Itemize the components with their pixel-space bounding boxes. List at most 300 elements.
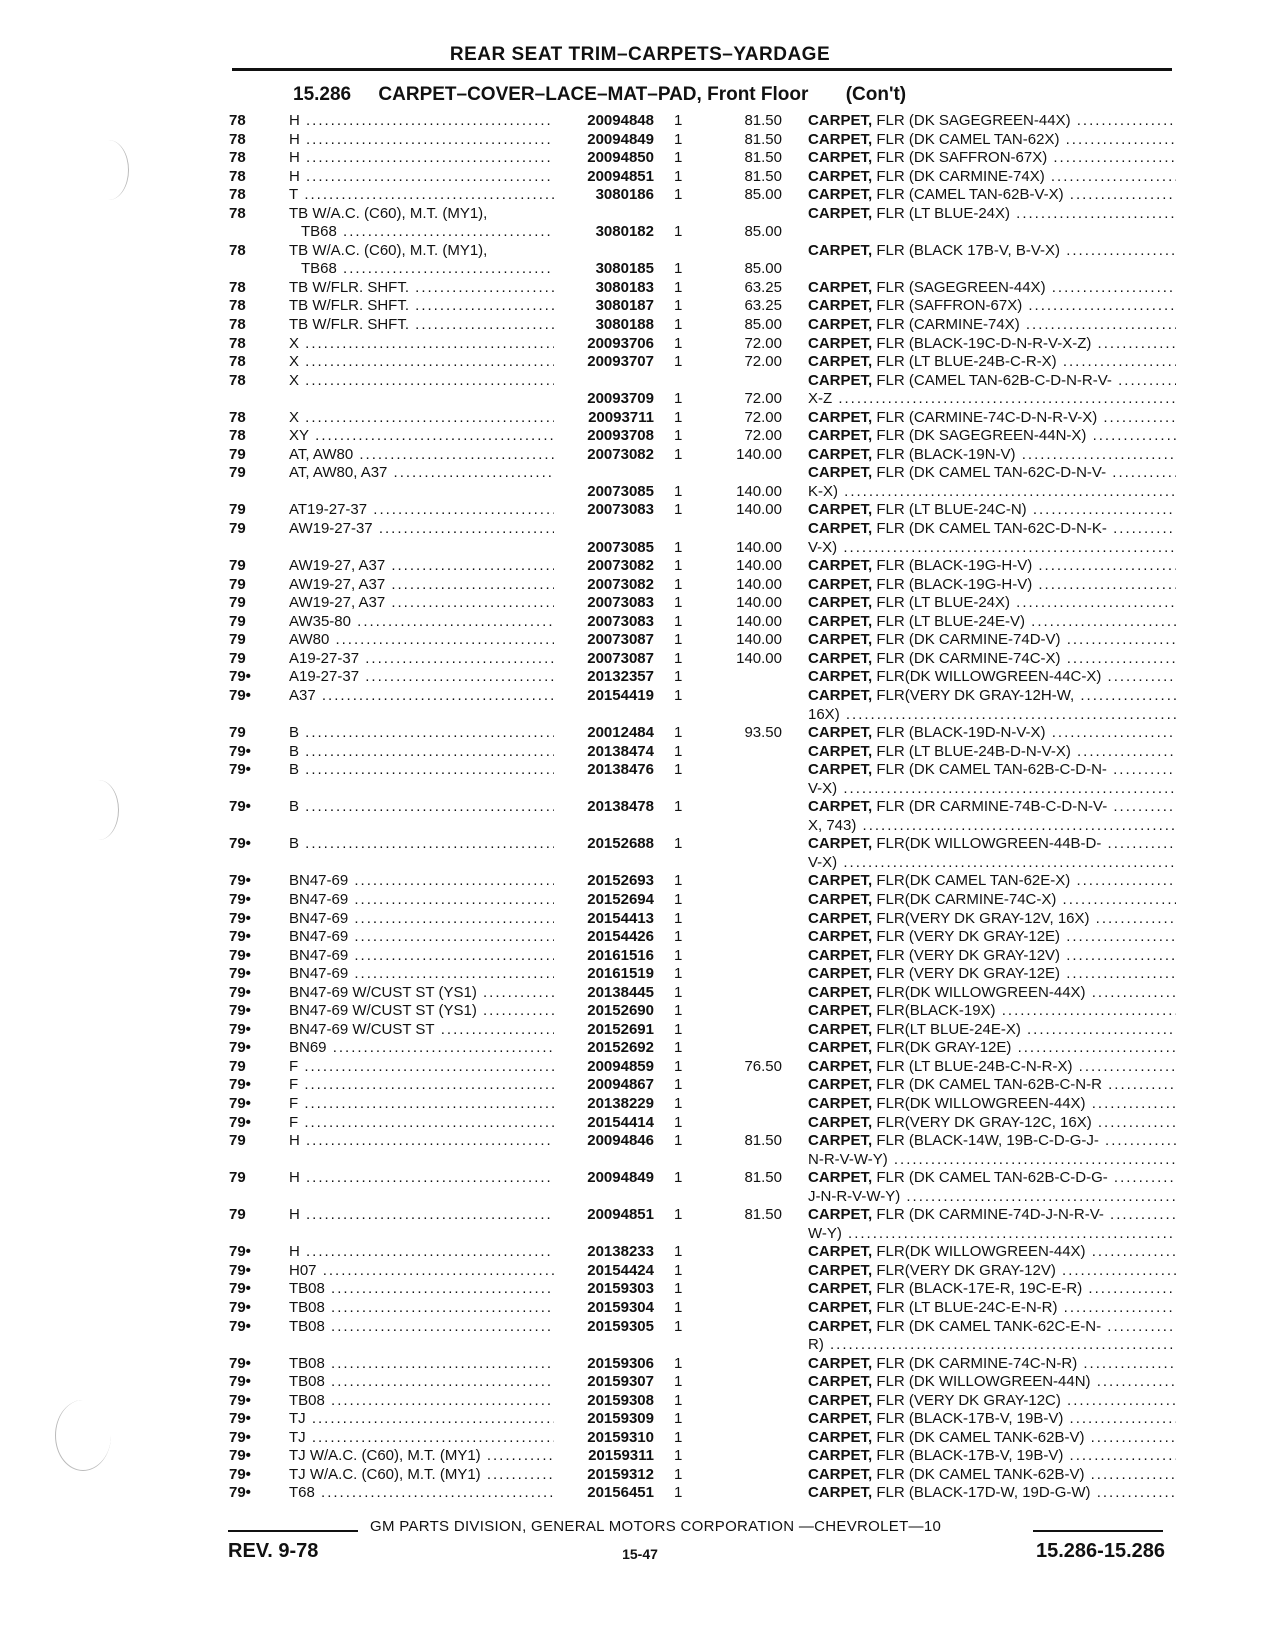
model-description (289, 1447, 554, 1466)
section-number: 15.286 (293, 84, 352, 105)
price: 140.00 (736, 575, 782, 593)
part-name-keyword: CARPET, (808, 798, 873, 816)
footer-rule (1033, 1530, 1163, 1532)
part-name-keyword: CARPET, (808, 112, 873, 129)
group-number: 78 (229, 371, 246, 389)
quantity: 1 (674, 1465, 683, 1483)
model-description (289, 112, 554, 131)
part-name (808, 1169, 1176, 1206)
table-row (0, 1262, 1280, 1281)
group-number: 79• (229, 1261, 251, 1279)
part-name-line: CARPET, FLR (DK CARMINE-74D-J-N-R-V- ..... (808, 1206, 1176, 1225)
group-number: 79• (229, 1354, 251, 1372)
part-name (808, 1484, 1176, 1503)
part-name-keyword: CARPET, (808, 297, 873, 315)
part-name-line: CARPET, FLR (BLACK-17E-R, 19C-E-R) ..... (808, 1280, 1176, 1299)
group-number: 79• (229, 742, 251, 760)
part-name-line: W-Y) ..... (808, 1225, 1176, 1244)
model-description (289, 650, 554, 669)
group-number: 79• (229, 1447, 251, 1465)
group-number: 79 (229, 575, 246, 593)
part-name (808, 891, 1176, 910)
part-name-keyword: CARPET, (808, 631, 873, 649)
quantity: 1 (674, 334, 683, 352)
part-name-line: V-X) ..... (808, 539, 1176, 558)
section-title: CARPET–COVER–LACE–MAT–PAD, Front Floor (378, 84, 809, 105)
model-description-line: TB08 ..... (289, 1355, 554, 1374)
model-description (289, 372, 554, 391)
part-name (808, 1039, 1176, 1058)
part-name (808, 1280, 1176, 1299)
price: 81.50 (744, 167, 782, 185)
part-name-line: CARPET, FLR(VERY DK GRAY-12H-W, ..... (808, 687, 1176, 706)
group-number: 79• (229, 1465, 251, 1483)
part-number: 20073083 (587, 612, 654, 630)
part-name-keyword: CARPET, (808, 872, 873, 890)
quantity: 1 (674, 1020, 683, 1038)
quantity: 1 (674, 1447, 683, 1465)
part-name-keyword: CARPET, (808, 557, 873, 575)
price: 63.25 (744, 278, 782, 296)
group-number: 79 (229, 1057, 246, 1075)
table-row (0, 631, 1280, 650)
part-name-line: CARPET, FLR(DK CAMEL TAN-62E-X) ..... (808, 872, 1176, 891)
model-description (289, 1410, 554, 1429)
part-number: 20161516 (587, 946, 654, 964)
table-row (0, 501, 1280, 520)
part-name-keyword: CARPET, (808, 445, 873, 463)
model-description (289, 1318, 554, 1337)
section-range: 15.286-15.286 (1035, 1540, 1165, 1562)
group-number: 79• (229, 983, 251, 1001)
part-number: 20073082 (587, 575, 654, 593)
part-number: 3080186 (595, 186, 654, 204)
part-name-line: CARPET, FLR (BLACK-19G-H-V) ..... (808, 576, 1176, 595)
part-name (808, 1114, 1176, 1133)
model-description (289, 557, 554, 576)
part-name (808, 984, 1176, 1003)
part-number: 20073087 (587, 649, 654, 667)
part-name (808, 1002, 1176, 1021)
part-name (808, 631, 1176, 650)
part-name (808, 501, 1176, 520)
part-name-line: CARPET, FLR (BLACK-19N-V) ..... (808, 446, 1176, 465)
price: 140.00 (736, 631, 782, 649)
group-number: 79 (229, 724, 246, 742)
part-name-keyword: CARPET, (808, 1169, 873, 1187)
price: 72.00 (744, 390, 782, 408)
model-description (289, 446, 554, 465)
quantity: 1 (674, 1094, 683, 1112)
part-name (808, 1058, 1176, 1077)
price: 140.00 (736, 445, 782, 463)
part-number: 20159308 (587, 1391, 654, 1409)
part-name-line: CARPET, FLR(DK WILLOWGREEN-44X) ..... (808, 1095, 1176, 1114)
part-name-line: CARPET, FLR (BLACK-14W, 19B-C-D-G-J- ..... (808, 1132, 1176, 1151)
part-name-keyword: CARPET, (808, 1410, 873, 1428)
model-description (289, 242, 554, 279)
part-number: 20073083 (587, 594, 654, 612)
part-number: 20152694 (587, 890, 654, 908)
part-name-keyword: CARPET, (808, 946, 873, 964)
part-number: 20132357 (587, 668, 654, 686)
group-number: 79• (229, 798, 251, 816)
price: 81.50 (744, 1169, 782, 1187)
group-number: 78 (229, 167, 246, 185)
part-number: 20138445 (587, 983, 654, 1001)
group-number: 79• (229, 1410, 251, 1428)
quantity: 1 (674, 835, 683, 853)
part-name (808, 872, 1176, 891)
table-row (0, 928, 1280, 947)
part-name-line: CARPET, FLR (BLACK-17B-V, 19B-V) ..... (808, 1447, 1176, 1466)
model-description-line: H ..... (289, 112, 554, 131)
part-name-keyword: CARPET, (808, 241, 873, 259)
part-name-keyword: CARPET, (808, 835, 873, 853)
group-number: 79• (229, 835, 251, 853)
price: 81.50 (744, 130, 782, 148)
part-name-line: CARPET, FLR (DK WILLOWGREEN-44N) ..... (808, 1373, 1176, 1392)
price: 63.25 (744, 297, 782, 315)
model-description-line: BN47-69 ..... (289, 965, 554, 984)
part-name (808, 798, 1176, 835)
model-description-line: X ..... (289, 353, 554, 372)
part-number: 20094846 (587, 1132, 654, 1150)
part-name-line: CARPET, FLR (DK CARMINE-74X) ..... (808, 168, 1176, 187)
part-number: 20094851 (587, 167, 654, 185)
model-description (289, 965, 554, 984)
quantity: 1 (674, 1206, 683, 1224)
part-name (808, 965, 1176, 984)
quantity: 1 (674, 872, 683, 890)
part-name-keyword: CARPET, (808, 724, 873, 742)
part-name-line: CARPET, FLR (SAFFRON-67X) ..... (808, 297, 1176, 316)
part-number: 20154414 (587, 1113, 654, 1131)
part-name-keyword: CARPET, (808, 1057, 873, 1075)
group-number: 78 (229, 334, 246, 352)
part-number: 20159303 (587, 1280, 654, 1298)
group-number: 79• (229, 1299, 251, 1316)
model-description-line: AW19-27, A37 ..... (289, 557, 554, 576)
model-description (289, 409, 554, 428)
group-number: 79• (229, 1113, 251, 1131)
part-name-line: CARPET, FLR (CAMEL TAN-62B-C-D-N-R-V- ..... (808, 372, 1176, 391)
model-description-line: BN47-69 ..... (289, 928, 554, 947)
model-description (289, 316, 554, 335)
model-description (289, 1355, 554, 1374)
model-description-line: F ..... (289, 1095, 554, 1114)
part-number: 20159306 (587, 1354, 654, 1372)
table-row (0, 353, 1280, 372)
price: 85.00 (744, 316, 782, 334)
model-description (289, 1132, 554, 1151)
quantity: 1 (674, 1280, 683, 1298)
quantity: 1 (674, 631, 683, 649)
page-title: REAR SEAT TRIM–CARPETS–YARDAGE (449, 44, 831, 65)
price: 72.00 (744, 353, 782, 371)
part-name (808, 1206, 1176, 1243)
table-row (0, 242, 1280, 279)
part-name-line: CARPET, FLR(DK GRAY-12E) ..... (808, 1039, 1176, 1058)
table-row (0, 761, 1280, 798)
quantity: 1 (674, 260, 683, 278)
model-description-line: H ..... (289, 1243, 554, 1262)
part-name-keyword: CARPET, (808, 186, 873, 204)
part-name (808, 947, 1176, 966)
quantity: 1 (674, 1317, 683, 1335)
model-description (289, 168, 554, 187)
quantity: 1 (674, 798, 683, 816)
model-description-line: XY ..... (289, 427, 554, 446)
model-description (289, 1058, 554, 1077)
table-row (0, 594, 1280, 613)
part-name-keyword: CARPET, (808, 1354, 873, 1372)
model-description (289, 687, 554, 706)
model-description-line: BN47-69 W/CUST ST (YS1) ..... (289, 984, 554, 1003)
part-name (808, 1243, 1176, 1262)
table-row (0, 1447, 1280, 1466)
model-description (289, 1076, 554, 1095)
quantity: 1 (674, 686, 683, 704)
model-description-line: A19-27-37 ..... (289, 650, 554, 669)
part-name-keyword: CARPET, (808, 167, 873, 185)
group-number: 79• (229, 761, 251, 779)
model-description-line: AW35-80 ..... (289, 613, 554, 632)
parts-list (0, 112, 1280, 1503)
model-description-line: TB W/A.C. (C60), M.T. (MY1), (289, 204, 488, 222)
part-number: 20094849 (587, 1169, 654, 1187)
model-description (289, 1373, 554, 1392)
footer-publisher: GM PARTS DIVISION, GENERAL MOTORS CORPORATION —CHEVROLET—10 (370, 1518, 942, 1535)
model-description-line: AW19-27, A37 ..... (289, 576, 554, 595)
model-description-line: BN47-69 ..... (289, 872, 554, 891)
model-description (289, 928, 554, 947)
part-name-keyword: CARPET, (808, 1391, 873, 1409)
part-name-keyword: CARPET, (808, 427, 873, 445)
table-row (0, 520, 1280, 557)
part-name-line: CARPET, FLR (DK CAMEL TAN-62B-C-D-N- ..... (808, 761, 1176, 780)
table-row (0, 1466, 1280, 1485)
part-name-line: CARPET, FLR(DK CARMINE-74C-X) ..... (808, 891, 1176, 910)
group-number: 79 (229, 631, 246, 649)
quantity: 1 (674, 1057, 683, 1075)
part-name-line: CARPET, FLR (LT BLUE-24X) ..... (808, 594, 1176, 613)
part-name-keyword: CARPET, (808, 612, 873, 630)
table-row (0, 1355, 1280, 1374)
part-number: 20138233 (587, 1243, 654, 1261)
part-number: 20152691 (587, 1020, 654, 1038)
model-description (289, 335, 554, 354)
model-description (289, 743, 554, 762)
part-name-keyword: CARPET, (808, 316, 873, 334)
part-name (808, 112, 1176, 131)
part-number: 20094848 (587, 112, 654, 129)
part-name-line: CARPET, FLR (LT BLUE-24B-C-N-R-X) ..... (808, 1058, 1176, 1077)
table-row (0, 1299, 1280, 1318)
part-name (808, 446, 1176, 465)
part-number: 20073083 (587, 501, 654, 519)
part-name-keyword: CARPET, (808, 668, 873, 686)
part-name-keyword: CARPET, (808, 464, 873, 482)
model-description (289, 594, 554, 613)
part-number: 20159312 (587, 1465, 654, 1483)
model-description (289, 186, 554, 205)
part-number: 20138229 (587, 1094, 654, 1112)
part-number: 20154424 (587, 1261, 654, 1279)
table-row (0, 205, 1280, 242)
quantity: 1 (674, 946, 683, 964)
part-name-keyword: CARPET, (808, 1076, 873, 1094)
part-name-keyword: CARPET, (808, 334, 873, 352)
group-number: 79 (229, 1169, 246, 1187)
model-description (289, 872, 554, 891)
quantity: 1 (674, 890, 683, 908)
table-row (0, 650, 1280, 669)
part-name (808, 186, 1176, 205)
hole-punch-mark (78, 780, 119, 840)
model-description-line: T ..... (289, 186, 554, 205)
quantity: 1 (674, 1354, 683, 1372)
model-description (289, 613, 554, 632)
model-description (289, 149, 554, 168)
part-name (808, 1076, 1176, 1095)
part-name-line: CARPET, FLR (LT BLUE-24B-C-R-X) ..... (808, 353, 1176, 372)
part-name-line: X-Z ..... (808, 390, 1176, 409)
group-number: 79• (229, 928, 251, 946)
part-name (808, 594, 1176, 613)
part-name-keyword: CARPET, (808, 408, 873, 426)
model-description-line: H ..... (289, 149, 554, 168)
table-row (0, 409, 1280, 428)
model-description (289, 1484, 554, 1503)
model-description (289, 984, 554, 1003)
model-description-line: H ..... (289, 1169, 554, 1188)
section-continued: (Con't) (845, 84, 907, 105)
part-name-line: CARPET, FLR(LT BLUE-24E-X) ..... (808, 1021, 1176, 1040)
model-description-line: TJ W/A.C. (C60), M.T. (MY1) ..... (289, 1447, 554, 1466)
quantity: 1 (674, 149, 683, 167)
revision-label: REV. 9-78 (228, 1540, 319, 1562)
part-number: 20093707 (587, 353, 654, 371)
quantity: 1 (674, 724, 683, 742)
part-name (808, 335, 1176, 354)
quantity: 1 (674, 223, 683, 241)
model-description-line: TB W/FLR. SHFT. ..... (289, 316, 554, 335)
model-description-line: BN47-69 ..... (289, 947, 554, 966)
quantity: 1 (674, 1484, 683, 1502)
table-row (0, 891, 1280, 910)
price: 140.00 (736, 501, 782, 519)
table-row (0, 1429, 1280, 1448)
part-number: 20073082 (587, 557, 654, 575)
part-number: 20161519 (587, 965, 654, 983)
model-description-line: A37 ..... (289, 687, 554, 706)
group-number: 78 (229, 112, 246, 129)
part-number: 20012484 (587, 724, 654, 742)
part-name-line: CARPET, FLR (DK CAMEL TAN-62C-D-N-V- ..... (808, 464, 1176, 483)
part-number: 20138474 (587, 742, 654, 760)
table-row (0, 910, 1280, 929)
table-row (0, 1095, 1280, 1114)
model-description (289, 1243, 554, 1262)
table-row (0, 1058, 1280, 1077)
model-description-line: AW19-27-37 ..... (289, 520, 554, 539)
part-name-keyword: CARPET, (808, 686, 873, 704)
group-number: 79 (229, 594, 246, 612)
part-name-line: CARPET, FLR(VERY DK GRAY-12C, 16X) ..... (808, 1114, 1176, 1133)
quantity: 1 (674, 1169, 683, 1187)
price: 140.00 (736, 612, 782, 630)
quantity: 1 (674, 1299, 683, 1316)
group-number: 79• (229, 890, 251, 908)
group-number: 78 (229, 204, 246, 222)
part-name-line: CARPET, FLR (LT BLUE-24C-E-N-R) ..... (808, 1299, 1176, 1318)
price: 93.50 (744, 724, 782, 742)
group-number: 79 (229, 464, 246, 482)
quantity: 1 (674, 390, 683, 408)
group-number: 79• (229, 668, 251, 686)
part-name-keyword: CARPET, (808, 761, 873, 779)
group-number: 78 (229, 353, 246, 371)
part-name (808, 372, 1176, 409)
quantity: 1 (674, 1410, 683, 1428)
part-name-line: J-N-R-V-W-Y) ..... (808, 1188, 1176, 1207)
part-number: 20159304 (587, 1299, 654, 1316)
part-number: 20156451 (587, 1484, 654, 1502)
table-row (0, 1484, 1280, 1503)
table-row (0, 1132, 1280, 1169)
group-number: 79• (229, 1002, 251, 1020)
model-description (289, 353, 554, 372)
part-name (808, 1021, 1176, 1040)
part-name (808, 650, 1176, 669)
part-name-line: CARPET, FLR (BLACK-19C-D-N-R-V-X-Z) ..... (808, 335, 1176, 354)
model-description (289, 835, 554, 854)
table-row (0, 297, 1280, 316)
part-name-keyword: CARPET, (808, 1428, 873, 1446)
model-description-line: TJ ..... (289, 1429, 554, 1448)
table-row (0, 464, 1280, 501)
quantity: 1 (674, 668, 683, 686)
model-description-line: T68 ..... (289, 1484, 554, 1503)
table-row (0, 1039, 1280, 1058)
section-header (293, 84, 906, 106)
part-name (808, 743, 1176, 762)
model-description-line: B ..... (289, 835, 554, 854)
part-name (808, 576, 1176, 595)
part-name (808, 557, 1176, 576)
part-name-line: CARPET, FLR (BLACK 17B-V, B-V-X) ..... (808, 242, 1176, 261)
part-name-line: CARPET, FLR (LT BLUE-24X) ..... (808, 205, 1176, 224)
table-row (0, 872, 1280, 891)
model-description-line: TB68 ..... (289, 260, 554, 279)
part-name-keyword: CARPET, (808, 890, 873, 908)
part-name (808, 205, 1176, 224)
model-description-line: BN47-69 ..... (289, 910, 554, 929)
part-name-keyword: CARPET, (808, 742, 873, 760)
part-number: 20159309 (587, 1410, 654, 1428)
model-description (289, 1169, 554, 1188)
part-number: 3080187 (595, 297, 654, 315)
table-row (0, 335, 1280, 354)
group-number: 79• (229, 1391, 251, 1409)
model-description (289, 576, 554, 595)
price: 72.00 (744, 408, 782, 426)
part-name-line: X, 743) ..... (808, 817, 1176, 836)
model-description-line: AT19-27-37 ..... (289, 501, 554, 520)
group-number: 79• (229, 1243, 251, 1261)
model-description (289, 1095, 554, 1114)
